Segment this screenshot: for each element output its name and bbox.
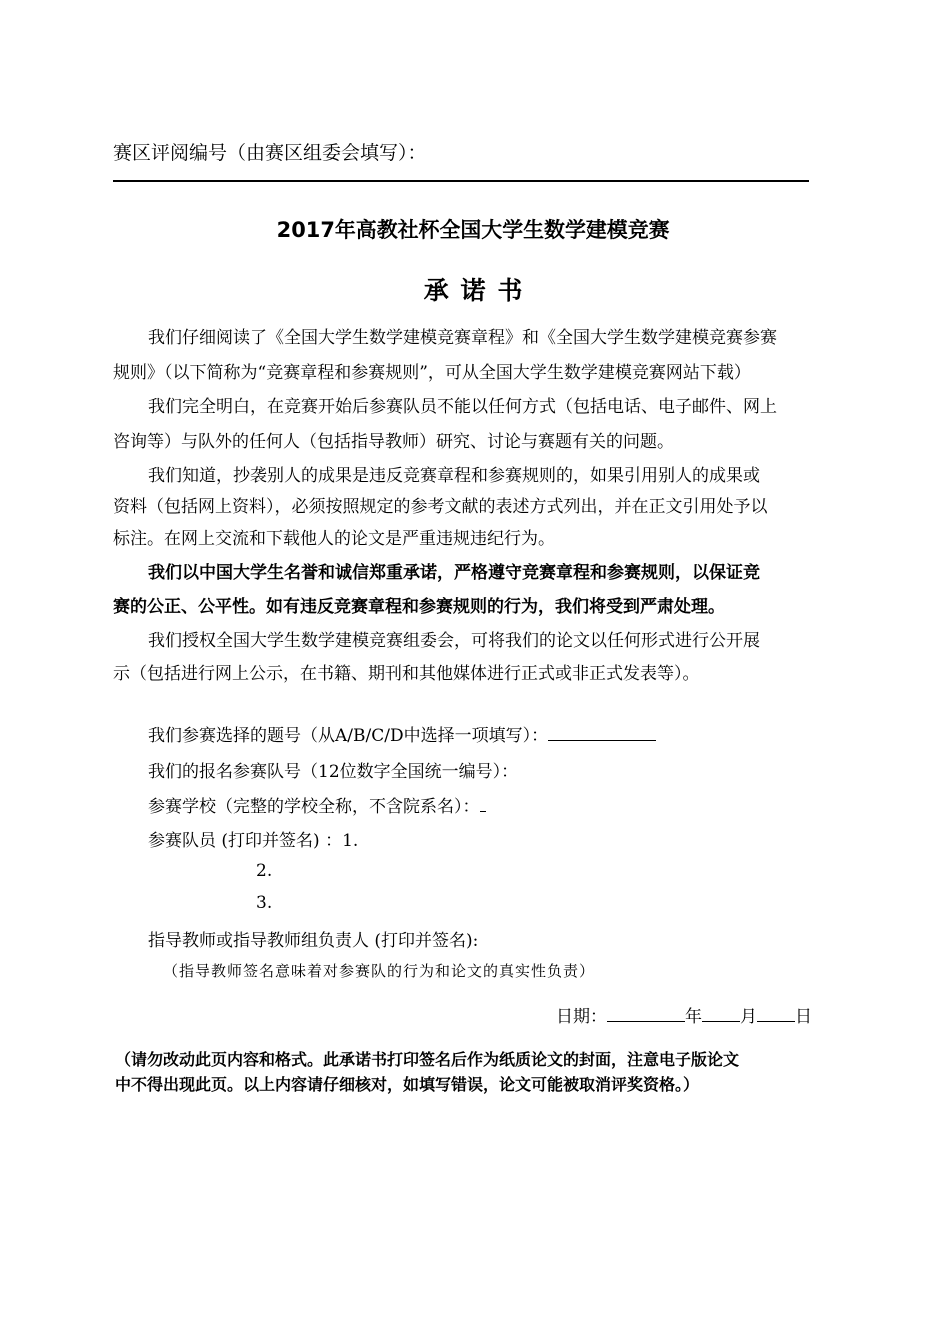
date-day-blank[interactable] (757, 1003, 795, 1022)
school-label: 参赛学校（完整的学校全称，不含院系名）： (148, 797, 480, 817)
paragraph-4-line-2: 赛的公正、公平性。如有违反竞赛章程和参赛规则的行为，我们将受到严肃处理。 (113, 597, 725, 617)
date-year-blank[interactable] (607, 1003, 685, 1022)
member-3-label: 3. (256, 893, 273, 913)
advisor-label: 指导教师或指导教师组负责人 (打印并签名): (148, 931, 479, 951)
paragraph-5-line-2: 示（包括进行网上公示，在书籍、期刊和其他媒体进行正式或非正式发表等）。 (113, 664, 700, 684)
members-label: 参赛队员 (打印并签名) ：1. (148, 831, 359, 851)
paragraph-3-line-3: 标注。在网上交流和下载他人的论文是严重违规违纪行为。 (113, 529, 555, 549)
date-year-label: 年 (685, 1007, 702, 1027)
paragraph-4-line-1: 我们以中国大学生名誉和诚信郑重承诺，严格遵守竞赛章程和参赛规则，以保证竞 (148, 563, 760, 583)
review-number-label: 赛区评阅编号（由赛区组委会填写）： (113, 142, 427, 164)
paragraph-3-line-2: 资料（包括网上资料），必须按照规定的参考文献的表述方式列出，并在正文引用处予以 (113, 497, 768, 517)
paragraph-5-line-1: 我们授权全国大学生数学建模竞赛组委会，可将我们的论文以任何形式进行公开展 (148, 631, 760, 651)
paragraph-2-line-1: 我们完全明白，在竞赛开始后参赛队员不能以任何方式（包括电话、电子邮件、网上 (148, 397, 777, 417)
advisor-note: （指导教师签名意味着对参赛队的行为和论文的真实性负责） (163, 962, 596, 980)
member-2-label: 2. (256, 861, 273, 881)
paragraph-3-line-1: 我们知道，抄袭别人的成果是违反竞赛章程和参赛规则的，如果引用别人的成果或 (148, 466, 760, 486)
date-label: 日期： (556, 1007, 607, 1027)
school-row (148, 792, 486, 817)
warning-line-2: 中不得出现此页。以上内容请仔细核对，如填写错误，论文可能被取消评奖资格。） (115, 1075, 700, 1094)
date-month-blank[interactable] (702, 1003, 740, 1022)
warning-line-1: （请勿改动此页内容和格式。此承诺书打印签名后作为纸质论文的封面，注意电子版论文 (115, 1050, 740, 1069)
problem-choice-blank[interactable] (548, 722, 656, 741)
paragraph-1-line-1: 我们仔细阅读了《全国大学生数学建模竞赛章程》和《全国大学生数学建模竞赛参赛 (148, 328, 777, 348)
date-row (556, 1002, 812, 1027)
team-number-label: 我们的报名参赛队号（12位数字全国统一编号）： (148, 762, 519, 782)
paragraph-2-line-2: 咨询等）与队外的任何人（包括指导教师）研究、讨论与赛题有关的问题。 (113, 432, 674, 452)
date-day-label: 日 (795, 1007, 812, 1027)
document-title: 2017年高教社杯全国大学生数学建模竞赛 (276, 218, 670, 242)
header-divider (113, 180, 809, 182)
problem-choice-label: 我们参赛选择的题号（从A/B/C/D中选择一项填写）： (148, 726, 549, 746)
document-subtitle: 承诺书 (423, 276, 535, 305)
school-blank[interactable] (480, 793, 486, 812)
problem-choice-row (148, 721, 656, 746)
date-month-label: 月 (740, 1007, 757, 1027)
team-number-row (148, 757, 518, 782)
paragraph-1-line-2: 规则》（以下简称为“竞赛章程和参赛规则”，可从全国大学生数学建模竞赛网站下载） (113, 363, 751, 383)
